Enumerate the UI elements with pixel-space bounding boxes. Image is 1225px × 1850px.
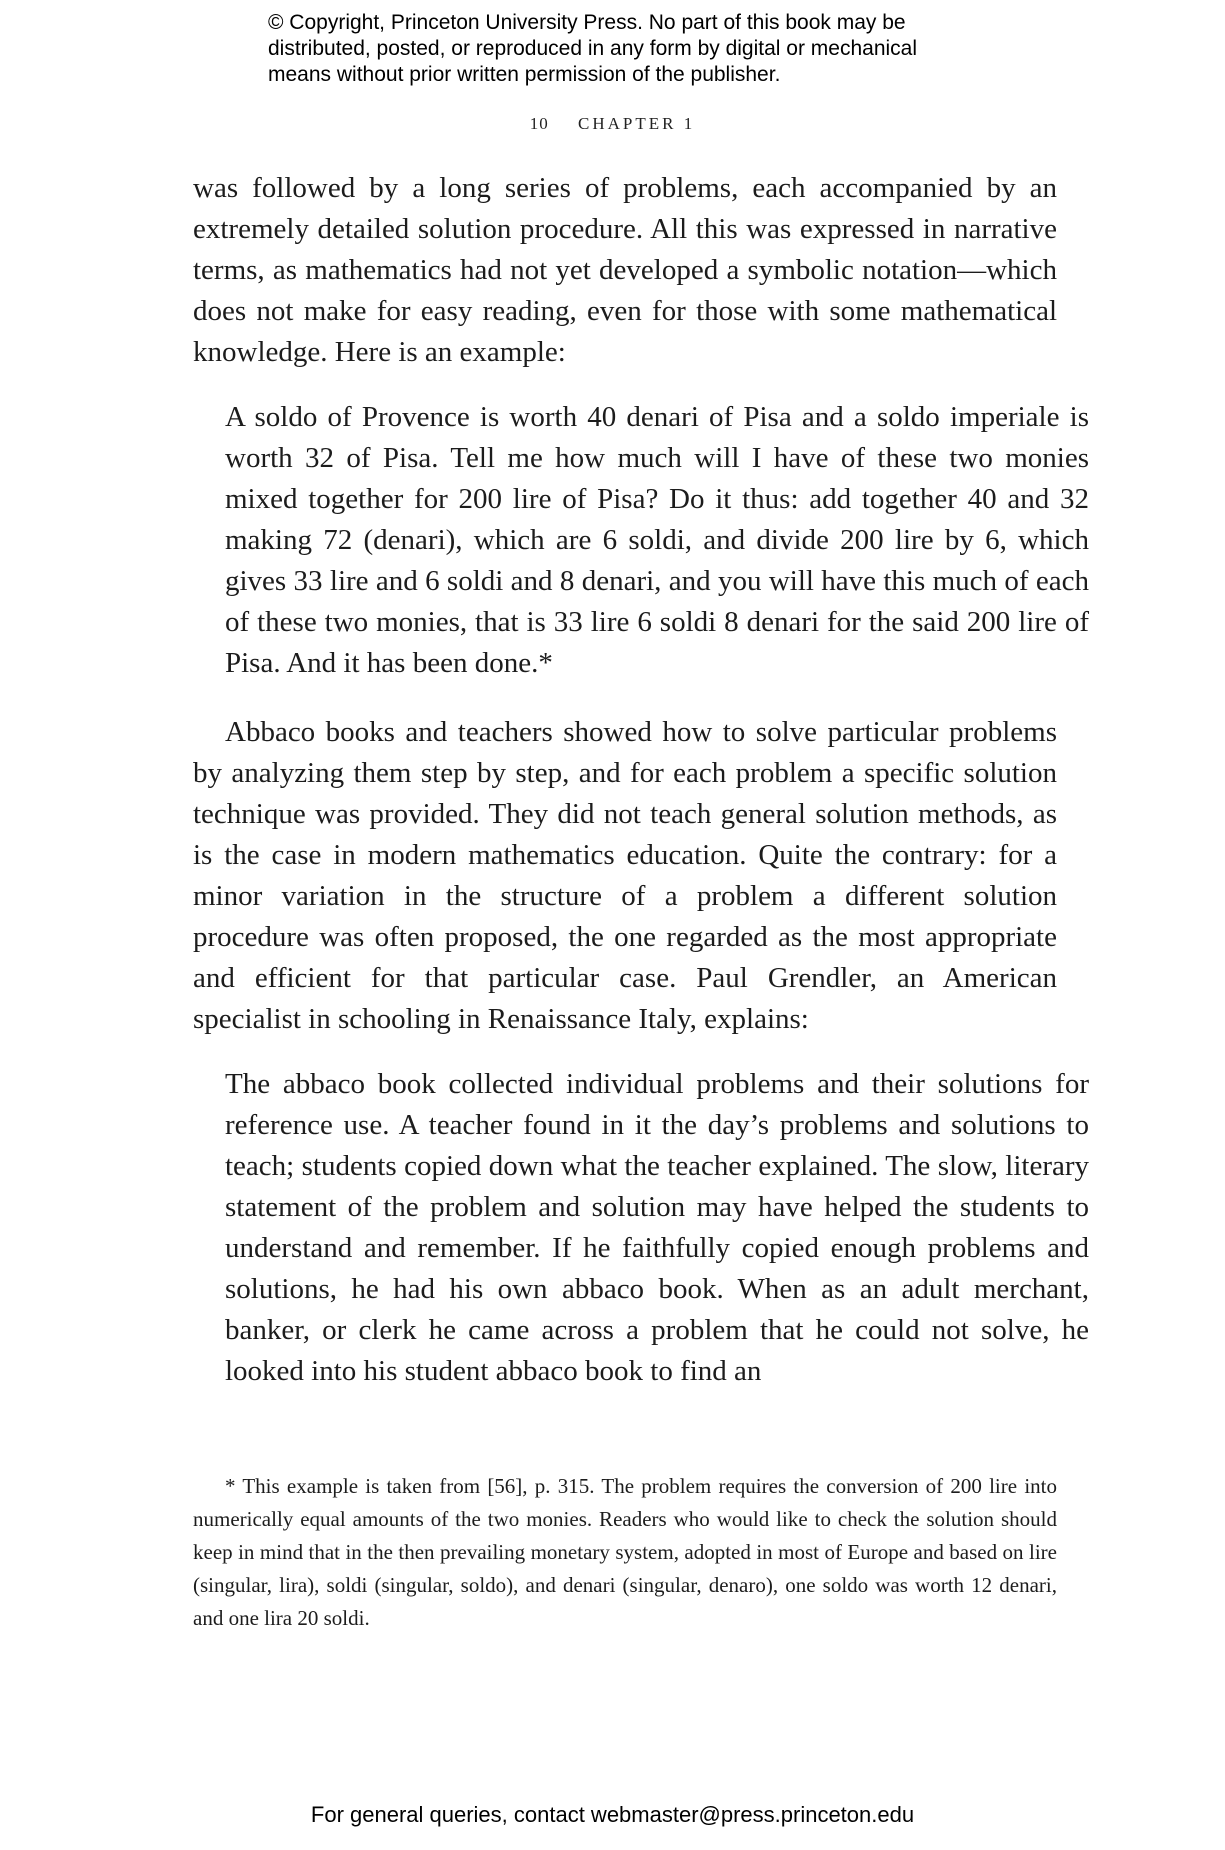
- page-number: 10: [529, 114, 549, 133]
- chapter-label: CHAPTER 1: [578, 114, 696, 133]
- copyright-line: © Copyright, Princeton University Press. No part of this book may be: [268, 11, 906, 34]
- paragraph-text: was followed by a long series of problems, each accompanied by an extremely detailed solution procedure. All this was expressed in narrative terms, as mathematics had not yet developed a symbolic notation—which does not make for easy reading, even for those with some mathematical knowledge. Here is an example:: [193, 172, 1057, 368]
- copyright-line: means without prior written permission of the publisher.: [268, 63, 781, 86]
- copyright-notice: [268, 10, 988, 88]
- block-quote: [193, 1064, 1089, 1392]
- body-paragraph: [193, 712, 1057, 1040]
- footer-contact-text: For general queries, contact webmaster@press.princeton.edu: [310, 1802, 915, 1827]
- copyright-line: distributed, posted, or reproduced in any form by digital or mechanical: [268, 37, 918, 60]
- footnote-text: * This example is taken from [56], p. 315. The problem requires the conversion of 200 lire into numerically equal amounts of the two monies. Readers who would like to check the solution should keep in mind that in the then prevailing monetary system, adopted in most of Europe and based on lire (singular, lira), soldi (singular, soldo), and denari (singular, denaro), one soldo was worth 12 denari, and one lira 20 soldi.: [193, 1474, 1057, 1630]
- running-head: [0, 114, 1225, 134]
- block-quote: [193, 397, 1089, 684]
- quote-text: The abbaco book collected individual problems and their solutions for reference use. A teacher found in it the day’s problems and solutions to teach; students copied down what the teacher explained. The slow, literary statement of the problem and solution may have helped the students to understand and remember. If he faithfully copied enough problems and solutions, he had his own abbaco book. When as an adult merchant, banker, or clerk he came across a problem that he could not solve, he looked into his student abbaco book to find an: [225, 1068, 1089, 1387]
- page-footer: [0, 1802, 1225, 1828]
- paragraph-text: Abbaco books and teachers showed how to solve particular problems by analyzing them step by step, and for each problem a specific solution technique was provided. They did not teach general solution methods, as is the case in modern mathematics education. Quite the contrary: for a minor variation in the structure of a problem a different solution procedure was often proposed, the one regarded as the most appropriate and efficient for that particular case. Paul Grendler, an American specialist in schooling in Renaissance Italy, explains:: [193, 716, 1057, 1035]
- footnote: [193, 1470, 1057, 1635]
- quote-text: A soldo of Provence is worth 40 denari of Pisa and a soldo imperiale is worth 32 of Pisa. Tell me how much will I have of these two monies mixed together for 200 lire of Pisa? Do it thus: add together 40 and 32 making 72 (denari), which are 6 soldi, and divide 200 lire by 6, which gives 33 lire and 6 soldi and 8 denari, and you will have this much of each of these two monies, that is 33 lire 6 soldi 8 denari for the said 200 lire of Pisa. And it has been done.*: [225, 401, 1089, 679]
- body-paragraph: [193, 168, 1057, 373]
